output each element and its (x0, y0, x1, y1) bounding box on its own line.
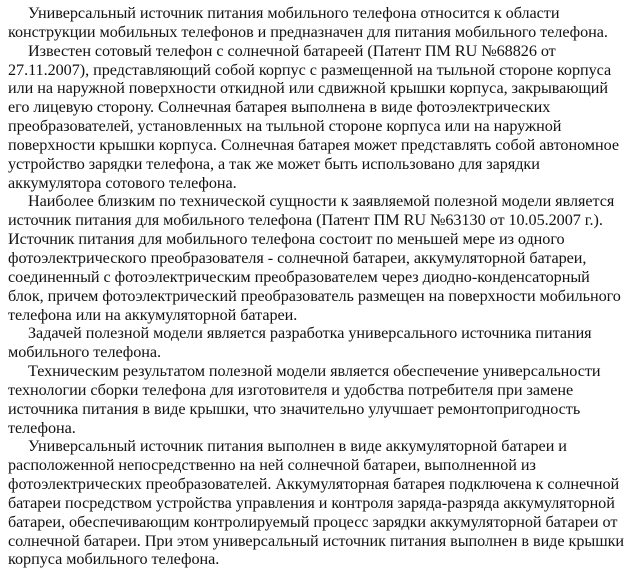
paragraph-technical-result: Техническим результатом полезной модели является обеспечение универсальности технологии сборки телефона для изготовителя и удобства потребителя при замене источника питания в виде крышки, что значительно улучшает ремонтопригодность телефона. (8, 362, 601, 437)
paragraph-description: Универсальный источник питания выполнен в виде аккумуляторной батареи и расположенной непосредственно на ней солнечной батареи, выполненной из фотоэлектрических преобразователей. Аккумуляторная батарея подключена к солнечной батареи посредством устройства управления и контроля заряда-разряда аккумуляторной батареи, обеспечивающим контролируемый процесс зарядки аккумуляторной батареи от солнечной батареи. При этом универсальный источник питания выполнен в виде крышки корпуса мобильного телефона. (8, 437, 625, 569)
paragraph-objective: Задачей полезной модели является разработка универсального источника питания мобильного телефона. (8, 324, 592, 362)
paragraph-prior-art-68826: Известен сотовый телефон с солнечной батареей (Патент ПМ RU №68826 от 27.11.2007), представляющий собой корпус с размещенной на тыльной стороне корпуса или на наружной поверхности откидной или сдвижной крышки корпуса, закрывающий его лицевую сторону. Солнечная батарея выполнена в виде фотоэлектрических преобразователей, установленных на тыльной стороне корпуса или на наружной поверхности крышки корпуса. Солнечная батарея может представлять собой автономное устройство зарядки телефона, а так же может быть использовано для зарядки аккумулятора сотового телефона. (8, 41, 619, 192)
paragraph-field-of-invention: Универсальный источник питания мобильного телефона относится к области конструкции мобильных телефонов и предназначен для питания мобильного телефона. (8, 4, 608, 41)
paragraph-closest-analog-63130: Наиболее близким по технической сущности к заявляемой полезной модели является источник питания для мобильного телефона (Патент ПМ RU №63130 от 10.05.2007 г.). Источник питания для мобильного телефона состоит по меньшей мере из одного фотоэлектрического преобразователя - солнечной батареи, аккумуляторной батареи, соединенный с фотоэлектрическим преобразователем через диодно-конденсаторный блок, причем фотоэлектрический преобразователь размещен на поверхности мобильного телефона или на аккумуляторной батареи. (8, 192, 621, 324)
